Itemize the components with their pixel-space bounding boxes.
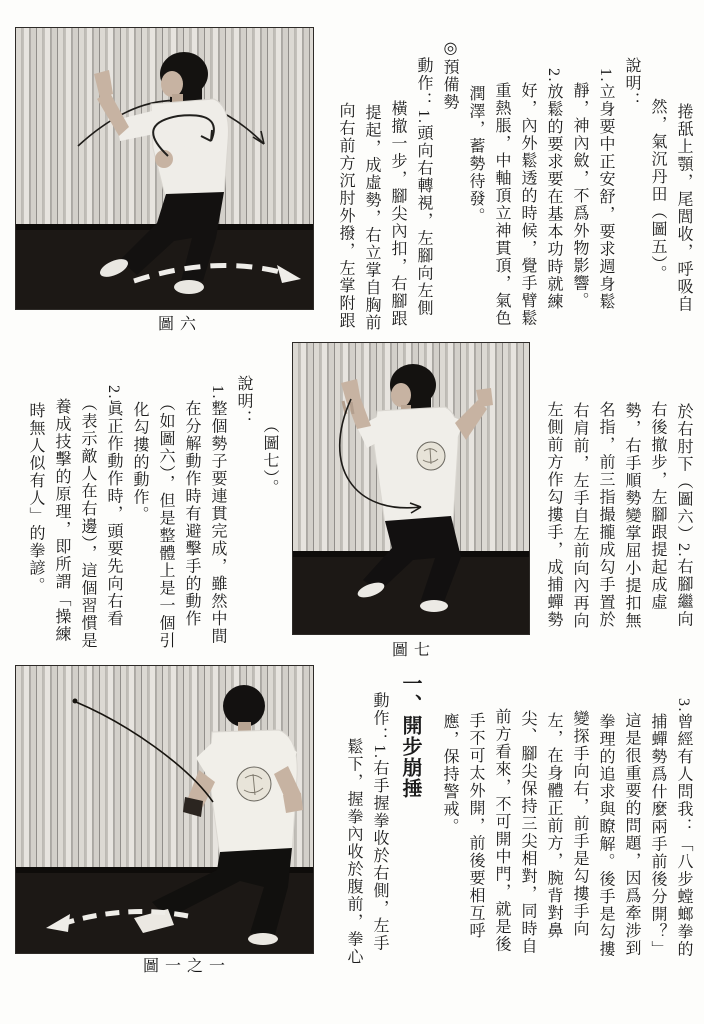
text-column: 動作：1.右手握拳收於右側，左手	[371, 692, 388, 952]
figure-7-illustration	[293, 343, 529, 634]
figure-6-caption: 圖六	[158, 316, 203, 333]
text-column: ◎預備勢	[441, 38, 458, 111]
text-column: 重熱脹，中軸頂立神貫頂，氣色	[493, 82, 510, 327]
text-column: （如圖六），但是整體上是一個引	[157, 395, 174, 650]
text-block-action-continued	[540, 345, 696, 630]
section-one-heading: 一、開步崩捶	[399, 673, 421, 799]
text-column: 2.眞正作動作時，頭要先向右看	[105, 385, 122, 628]
text-column: 左側前方作勾摟手，成捕蟬勢	[545, 401, 562, 629]
text-column: 向右前方沉肘外撥，左掌附跟	[337, 102, 354, 330]
text-column: 潤澤，蓄勢待發。	[467, 85, 484, 225]
text-column: 這是很重要的問題，因爲牽涉到	[623, 712, 640, 957]
text-column: 1.立身要中正安舒，要求週身鬆	[597, 68, 614, 311]
figure-7-photo	[292, 342, 530, 635]
text-block-explanation	[22, 345, 282, 650]
text-column: 右後撤步，左腳跟提起成虛	[649, 401, 666, 611]
text-column: 3.曾經有人問我：「八步螳螂拳的	[675, 698, 692, 958]
text-column: 化勾摟的動作。	[131, 401, 148, 524]
text-column: 提起，成虛勢，右立掌自胸前	[363, 104, 380, 332]
text-block-preparation	[332, 30, 696, 332]
text-column: 說明：	[235, 375, 252, 428]
text-column: 1.整個勢子要連貫完成，雖然中間	[209, 385, 226, 645]
text-column: 名指，前三指撮攏成勾手置於	[597, 401, 614, 629]
text-column: （圖七）。	[261, 417, 278, 497]
text-column: 捕蟬勢爲什麼兩手前後分開？」	[649, 713, 666, 958]
text-column: 說明：	[623, 57, 640, 110]
text-block-section-one	[392, 673, 428, 799]
figure-6-photo	[15, 27, 314, 310]
text-column: 變探手向右，前手是勾摟手向	[571, 710, 588, 938]
text-column: 然，氣沉丹田（圖五）。	[649, 98, 666, 283]
text-column: 右肩前，左手自左前向內再向	[571, 402, 588, 630]
text-block-section-one-action	[340, 673, 392, 966]
text-column: 勢，右手順勢變掌屈小提扣無	[623, 402, 640, 630]
figure-7-caption: 圖七	[392, 642, 437, 659]
text-column: 鬆下，握拳內收於腹前，拳心	[345, 738, 362, 966]
text-column: 養成技擊的原理，即所謂「操練	[53, 398, 70, 643]
text-column: 拳理的追求與瞭解。後手是勾摟	[597, 713, 614, 958]
text-column: 時無人似有人」的拳諺。	[27, 402, 44, 595]
text-column: 左，在身體正前方，腕背對鼻	[545, 712, 562, 940]
text-column: 靜，神內斂，不爲外物影響。	[571, 82, 588, 310]
text-column: 橫撤一步，腳尖內扣，右腳跟	[389, 100, 406, 328]
text-column: 應，保持警戒。	[441, 713, 458, 836]
text-column: 尖、腳尖保持三尖相對，同時自	[519, 710, 536, 955]
text-column: 動作：1.頭向右轉視，左腳向左側	[415, 57, 432, 317]
text-column: 2.放鬆的要求要在基本功時就練	[545, 68, 562, 311]
figure-1-1-illustration	[16, 666, 313, 953]
text-column: 捲舐上顎，尾閭收，呼吸自	[675, 103, 692, 313]
text-column: 好，內外鬆透的時候，覺手臂鬆	[519, 82, 536, 327]
text-column: （表示敵人在右邊），這個習慣是	[79, 395, 96, 650]
text-column: 手不可太外開，前後要相互呼	[467, 712, 484, 940]
floor	[293, 555, 529, 634]
text-column: 在分解動作時有避擊手的動作	[183, 400, 200, 628]
figure-6-illustration	[16, 28, 313, 309]
figure-1-1-photo	[15, 665, 314, 954]
text-column: 於右肘下（圖六）2.右腳繼向	[675, 403, 692, 628]
figure-1-1-caption: 圖一之一	[143, 958, 232, 975]
text-column: 前方看來，不可開中門，就是後	[493, 708, 510, 953]
text-block-question-three	[436, 673, 696, 958]
